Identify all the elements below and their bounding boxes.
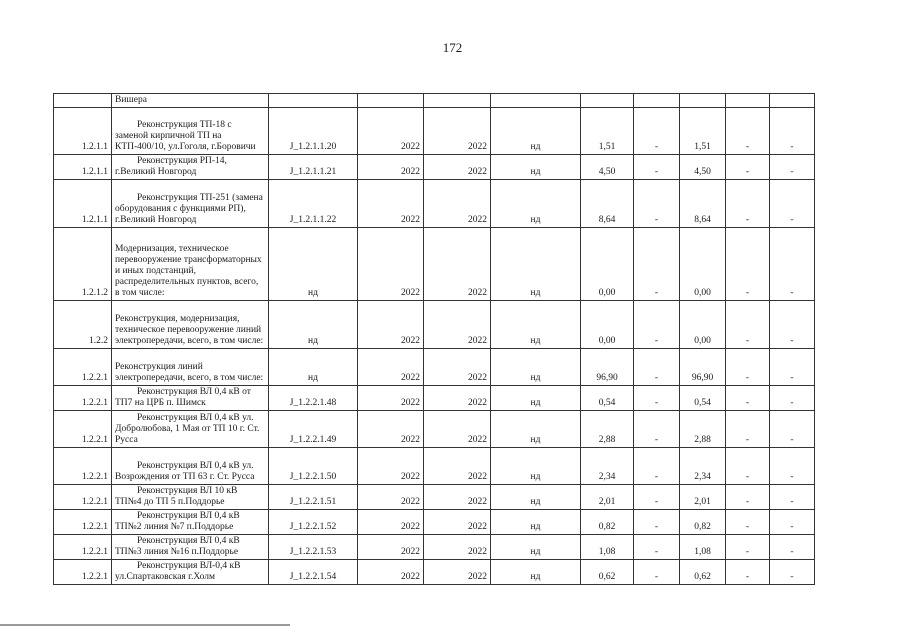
cell-value-3: 1,51 <box>680 108 726 155</box>
cell-year-start: 2022 <box>358 560 424 585</box>
cell-value-2: - <box>634 386 680 411</box>
cell-code: J_1.2.2.1.48 <box>269 386 358 411</box>
cell-name: Реконструкция ВЛ 0,4 кВ ТП№2 линия №7 п.Поддорье <box>112 510 269 535</box>
cell-unit: нд <box>491 228 581 301</box>
cell-value-5: - <box>770 349 815 386</box>
cell-value-3: 96,90 <box>680 349 726 386</box>
cell-value-3: 1,08 <box>680 535 726 560</box>
cell-id: 1.2.2.1 <box>54 448 112 485</box>
cell-year-start: 2022 <box>358 155 424 180</box>
cell-value-3: 0,00 <box>680 301 726 349</box>
cell-value-4: - <box>726 560 770 585</box>
cell-code: J_1.2.1.1.20 <box>269 108 358 155</box>
cell-id: 1.2.2.1 <box>54 386 112 411</box>
cell-value-1: 0,00 <box>581 228 634 301</box>
cell-year-start: 2022 <box>358 108 424 155</box>
cell-value-5: - <box>770 386 815 411</box>
cell-id: 1.2.2.1 <box>54 535 112 560</box>
cell-id: 1.2.2.1 <box>54 510 112 535</box>
cell-year-start: 2022 <box>358 485 424 510</box>
cell-year-end: 2022 <box>424 155 491 180</box>
cell-value-1: 2,34 <box>581 448 634 485</box>
cell-code: J_1.2.2.1.54 <box>269 560 358 585</box>
cell-value-1 <box>581 94 634 108</box>
cell-unit: нд <box>491 560 581 585</box>
cell-unit: нд <box>491 411 581 448</box>
cell-value-2 <box>634 94 680 108</box>
cell-value-2: - <box>634 560 680 585</box>
cell-value-3: 0,82 <box>680 510 726 535</box>
cell-value-5: - <box>770 108 815 155</box>
cell-name: Реконструкция ТП-18 с заменой кирпичной ТП на КТП-400/10, ул.Гоголя, г.Боровичи <box>112 108 269 155</box>
table-row <box>54 448 815 485</box>
cell-value-5: - <box>770 448 815 485</box>
table-row <box>54 301 815 349</box>
cell-value-2: - <box>634 411 680 448</box>
cell-year-end: 2022 <box>424 180 491 228</box>
cell-unit: нд <box>491 108 581 155</box>
cell-value-1: 0,62 <box>581 560 634 585</box>
cell-year-start: 2022 <box>358 386 424 411</box>
cell-value-4: - <box>726 228 770 301</box>
cell-value-5 <box>770 94 815 108</box>
cell-value-5: - <box>770 301 815 349</box>
cell-unit: нд <box>491 301 581 349</box>
cell-value-5: - <box>770 411 815 448</box>
cell-year-end: 2022 <box>424 485 491 510</box>
table-row <box>54 535 815 560</box>
cell-name: Реконструкция ВЛ 0,4 кВ ул. Возрождения от ТП 63 г. Ст. Русса <box>112 448 269 485</box>
cell-value-3: 2,34 <box>680 448 726 485</box>
cell-value-5: - <box>770 510 815 535</box>
cell-value-2: - <box>634 349 680 386</box>
cell-year-end: 2022 <box>424 349 491 386</box>
cell-year-end: 2022 <box>424 411 491 448</box>
cell-value-2: - <box>634 108 680 155</box>
cell-unit: нд <box>491 535 581 560</box>
cell-value-4: - <box>726 108 770 155</box>
cell-code: J_1.2.2.1.51 <box>269 485 358 510</box>
table-row <box>54 228 815 301</box>
cell-year-end: 2022 <box>424 386 491 411</box>
cell-value-5: - <box>770 180 815 228</box>
cell-year-start: 2022 <box>358 228 424 301</box>
table-row <box>54 411 815 448</box>
cell-code: J_1.2.2.1.50 <box>269 448 358 485</box>
cell-value-1: 2,88 <box>581 411 634 448</box>
table-row <box>54 510 815 535</box>
cell-year-end: 2022 <box>424 301 491 349</box>
table-row <box>54 386 815 411</box>
cell-name: Реконструкция ВЛ-0,4 кВ ул.Спартаковская г.Холм <box>112 560 269 585</box>
cell-value-2: - <box>634 448 680 485</box>
cell-year-end: 2022 <box>424 448 491 485</box>
cell-year-end: 2022 <box>424 535 491 560</box>
cell-code: нд <box>269 228 358 301</box>
investment-table <box>53 93 815 585</box>
cell-name: Реконструкция ВЛ 0,4 кВ ул. Добролюбова, 1 Мая от ТП 10 г. Ст. Русса <box>112 411 269 448</box>
cell-unit: нд <box>491 448 581 485</box>
cell-value-5: - <box>770 155 815 180</box>
cell-year-end: 2022 <box>424 228 491 301</box>
cell-value-2: - <box>634 510 680 535</box>
cell-code: J_1.2.1.1.22 <box>269 180 358 228</box>
cell-code: J_1.2.2.1.52 <box>269 510 358 535</box>
cell-year-start: 2022 <box>358 448 424 485</box>
cell-name: Реконструкция ВЛ 0,4 кВ от ТП7 на ЦРБ п. Шимск <box>112 386 269 411</box>
cell-value-4: - <box>726 180 770 228</box>
table-row <box>54 560 815 585</box>
cell-name: Реконструкция, модернизация, техническое перевооружение линий электропередачи, всего, в том числе: <box>112 301 269 349</box>
cell-id: 1.2.1.1 <box>54 155 112 180</box>
cell-code: J_1.2.2.1.53 <box>269 535 358 560</box>
cell-value-3: 0,00 <box>680 228 726 301</box>
cell-value-3: 2,01 <box>680 485 726 510</box>
cell-id: 1.2.2.1 <box>54 349 112 386</box>
cell-unit: нд <box>491 386 581 411</box>
cell-value-3: 4,50 <box>680 155 726 180</box>
cell-id: 1.2.2.1 <box>54 411 112 448</box>
cell-value-4: - <box>726 386 770 411</box>
cell-code: нд <box>269 349 358 386</box>
cell-value-1: 2,01 <box>581 485 634 510</box>
cell-unit: нд <box>491 349 581 386</box>
cell-year-start: 2022 <box>358 349 424 386</box>
table-row <box>54 485 815 510</box>
cell-value-4: - <box>726 535 770 560</box>
cell-id: 1.2.1.1 <box>54 108 112 155</box>
cell-value-5: - <box>770 560 815 585</box>
cell-name: Реконструкция ВЛ 10 кВ ТП№4 до ТП 5 п.Поддорье <box>112 485 269 510</box>
cell-value-3: 2,88 <box>680 411 726 448</box>
cell-id: 1.2.2.1 <box>54 485 112 510</box>
cell-name: Реконструкция линий электропередачи, всего, в том числе: <box>112 349 269 386</box>
cell-value-2: - <box>634 155 680 180</box>
cell-unit: нд <box>491 155 581 180</box>
cell-value-3: 0,54 <box>680 386 726 411</box>
table-row <box>54 155 815 180</box>
cell-value-2: - <box>634 485 680 510</box>
cell-name: Реконструкция ВЛ 0,4 кВ ТП№3 линия №16 п.Поддорье <box>112 535 269 560</box>
page-number: 172 <box>442 40 463 55</box>
cell-name: Реконструкция ТП-251 (замена оборудования с функциями РП), г.Великий Новгород <box>112 180 269 228</box>
cell-value-1: 0,82 <box>581 510 634 535</box>
cell-code: нд <box>269 301 358 349</box>
cell-value-2: - <box>634 228 680 301</box>
cell-value-4: - <box>726 510 770 535</box>
cell-value-2: - <box>634 301 680 349</box>
cell-value-1: 1,51 <box>581 108 634 155</box>
cell-value-4: - <box>726 301 770 349</box>
cell-value-1: 96,90 <box>581 349 634 386</box>
cell-value-1: 0,00 <box>581 301 634 349</box>
cell-value-1: 4,50 <box>581 155 634 180</box>
cell-unit: нд <box>491 510 581 535</box>
table-row <box>54 108 815 155</box>
table-row <box>54 94 815 108</box>
cell-value-4: - <box>726 349 770 386</box>
cell-name: Вишера <box>112 94 269 108</box>
cell-name: Реконструкция РП-14, г.Великий Новгород <box>112 155 269 180</box>
cell-value-1: 0,54 <box>581 386 634 411</box>
cell-code <box>269 94 358 108</box>
cell-year-end: 2022 <box>424 560 491 585</box>
cell-value-4: - <box>726 411 770 448</box>
cell-id: 1.2.1.2 <box>54 228 112 301</box>
cell-id: 1.2.1.1 <box>54 180 112 228</box>
cell-value-5: - <box>770 535 815 560</box>
cell-year-start: 2022 <box>358 301 424 349</box>
cell-year-start: 2022 <box>358 411 424 448</box>
table-row <box>54 349 815 386</box>
cell-value-2: - <box>634 180 680 228</box>
cell-value-3: 0,62 <box>680 560 726 585</box>
cell-value-2: - <box>634 535 680 560</box>
footer-rule <box>0 624 290 626</box>
cell-value-4: - <box>726 485 770 510</box>
cell-unit <box>491 94 581 108</box>
table-body <box>54 94 815 585</box>
cell-name: Модернизация, техническое перевооружение трансформаторных и иных подстанций, распределительных пунктов, всего, в том числе: <box>112 228 269 301</box>
cell-year-start <box>358 94 424 108</box>
cell-code: J_1.2.2.1.49 <box>269 411 358 448</box>
cell-value-3: 8,64 <box>680 180 726 228</box>
cell-id: 1.2.2 <box>54 301 112 349</box>
cell-year-end: 2022 <box>424 108 491 155</box>
cell-value-3 <box>680 94 726 108</box>
cell-unit: нд <box>491 485 581 510</box>
cell-id <box>54 94 112 108</box>
cell-year-end <box>424 94 491 108</box>
table-row <box>54 180 815 228</box>
cell-year-start: 2022 <box>358 535 424 560</box>
cell-value-1: 8,64 <box>581 180 634 228</box>
cell-id: 1.2.2.1 <box>54 560 112 585</box>
cell-unit: нд <box>491 180 581 228</box>
cell-year-start: 2022 <box>358 180 424 228</box>
cell-value-4 <box>726 94 770 108</box>
cell-year-start: 2022 <box>358 510 424 535</box>
cell-value-4: - <box>726 155 770 180</box>
cell-year-end: 2022 <box>424 510 491 535</box>
cell-value-5: - <box>770 228 815 301</box>
cell-value-1: 1,08 <box>581 535 634 560</box>
cell-value-5: - <box>770 485 815 510</box>
cell-code: J_1.2.1.1.21 <box>269 155 358 180</box>
cell-value-4: - <box>726 448 770 485</box>
